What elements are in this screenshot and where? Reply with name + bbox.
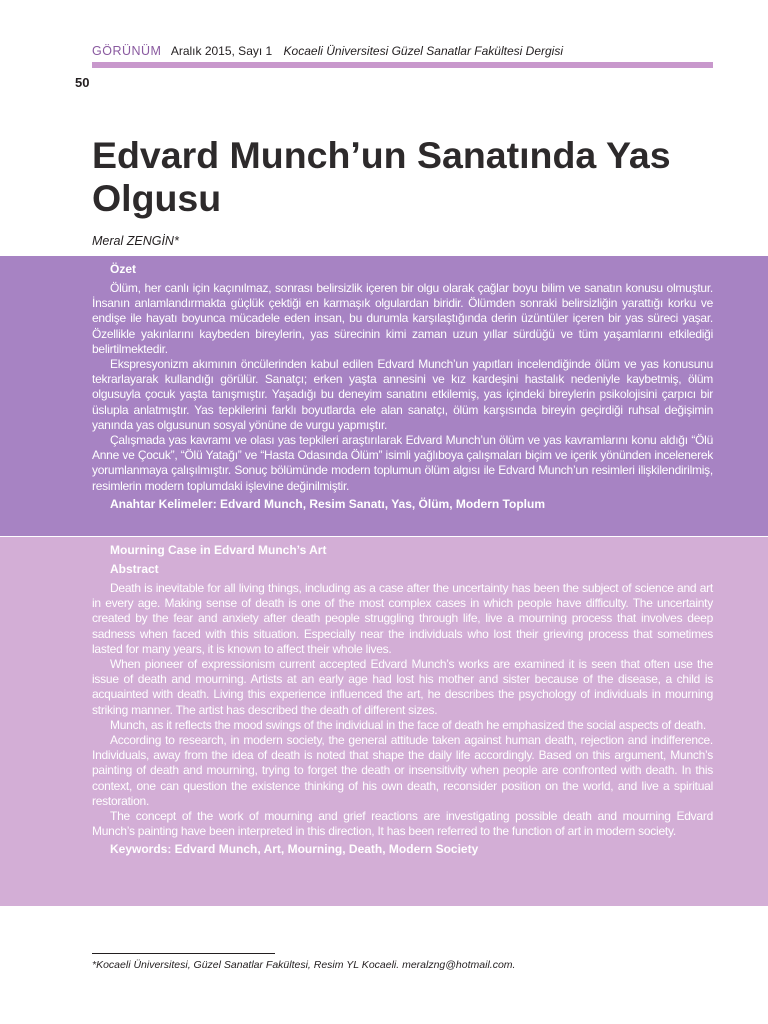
turkish-paragraph: Ölüm, her canlı için kaçınılmaz, sonrası belirsizlik içeren bir olgu olarak çağlar boyu bilim ve sanatın konusu olmuştur. İnsanın anlamlandırmakta güçlük çektiği en karmaşık olgulardan biridir. Ölümden sonraki belirsizliğin yarattığı korku ve endişe ile hayatı boyunca mücadele eden insan, bu durumla karşılaştığında derin üzüntüler içeren bir yas süreci yaşar. Özellikle yakınlarını kaybeden bireylerin, yas sürecinin kimi zaman uzun yıllar sürdüğü ve tüm yaşamlarını etkilediği belirtilmektedir. xyxy=(92,281,713,356)
journal-name: GÖRÜNÜM xyxy=(92,44,162,58)
english-abstract-heading: Abstract xyxy=(110,562,159,576)
english-paragraph: Munch, as it reflects the mood swings of the individual in the face of death he emphasized the social aspects of death. xyxy=(110,717,706,732)
running-header xyxy=(92,44,712,58)
english-abstract-content xyxy=(92,543,713,858)
turkish-abstract-heading: Özet xyxy=(110,262,137,276)
author-name: Meral ZENGİN* xyxy=(92,234,179,248)
page-number: 50 xyxy=(75,75,90,90)
author-footnote: *Kocaeli Üniversitesi, Güzel Sanatlar Fakültesi, Resim YL Kocaeli. meralzng@hotmail.com. xyxy=(92,959,516,971)
issue-info: Aralık 2015, Sayı 1 xyxy=(170,44,273,58)
english-abstract-box xyxy=(0,537,768,906)
english-paragraph: The concept of the work of mourning and grief reactions are investigating possible death and mourning Edvard Munch’s painting have been interpreted in this direction, It has been referred to the function of art in modern society. xyxy=(92,809,713,839)
publisher-name: Kocaeli Üniversitesi Güzel Sanatlar Fakültesi Dergisi xyxy=(283,44,563,58)
english-paragraph: When pioneer of expressionism current accepted Edvard Munch’s works are examined it is seen that often use the issue of death and mourning. Artists at an early age had lost his mother and sister because of the disease, a child is acquainted with death. Living this experience influenced the art, he describes the psychology of individuals in mourning striking manner. The artist has described the death of different sizes. xyxy=(92,657,713,717)
footnote-rule xyxy=(92,953,275,954)
turkish-paragraph: Çalışmada yas kavramı ve olası yas tepkileri araştırılarak Edvard Munch’un ölüm ve yas kavramlarını konu aldığı “Ölü Anne ve Çocuk”, “Ölü Yatağı” ve “Hasta Odasında Ölüm” isimli yağlıboya çalışmaları biçim ve içerik yönünden incelenerek yorumlanmaya çalışılmıştır. Sonuç bölümünde modern toplumun ölüm algısı ile Edvard Munch’un resimleri ilişkilendirilmiş, resimlerin modern toplumdaki işlevine değinilmiştir. xyxy=(92,433,713,493)
header-rule xyxy=(92,62,713,68)
article-title: Edvard Munch’un Sanatında Yas Olgusu xyxy=(92,134,671,219)
turkish-abstract-content xyxy=(92,262,713,512)
english-paragraph: Death is inevitable for all living things, including as a case after the uncertainty has been the subject of science and art in every age. Making sense of death is one of the most complex cases in which people have difficulty. The uncertainty created by the fear and anxiety after death people struggling through life, live a mourning process that involves deep sadness when faced with this situation. Especially near the individuals who lost their grieving process that sometimes lasted for many years, it is known to affect their whole lives. xyxy=(92,581,713,656)
english-keywords: Keywords: Edvard Munch, Art, Mourning, Death, Modern Society xyxy=(110,842,479,857)
turkish-paragraph: Ekspresyonizm akımının öncülerinden kabul edilen Edvard Munch’un yapıtları incelendiğinde ölüm ve yas konusunu tekrarlayarak kullandığı görülür. Sanatçı; erken yaşta annesini ve kız kardeşini hastalık nedeniyle kaybetmiş, ölüm olgusuyla çocuk yaşta tanışmıştır. Yaşadığı bu deneyim sanatını etkilemiş, yas içindeki bireylerin psikolojisini çarpıcı bir üslupla anlatmıştır. Yas tepkilerini farklı boyutlarda ele alan sanatçı, ölüm karşısında bireyin geçirdiği ruhsal değişimin yanında yas olgusunun sosyal yönüne de vurgu yapmıştır. xyxy=(92,357,713,432)
english-title: Mourning Case in Edvard Munch’s Art xyxy=(110,543,327,557)
turkish-abstract-box xyxy=(0,256,768,536)
english-paragraph: According to research, in modern society, the general attitude taken against human death, rejection and indifference. Individuals, away from the idea of death is noted that shape the daily life accordingly. Based on this argument, Munch’s painting of death and mourning, trying to forget the death or insensitivity when people are confronted with death. In this context, one can question the existence thinking of his own death, reconsider position on the world, and live a spiritual restoration. xyxy=(92,733,713,808)
turkish-keywords: Anahtar Kelimeler: Edvard Munch, Resim Sanatı, Yas, Ölüm, Modern Toplum xyxy=(110,496,545,511)
